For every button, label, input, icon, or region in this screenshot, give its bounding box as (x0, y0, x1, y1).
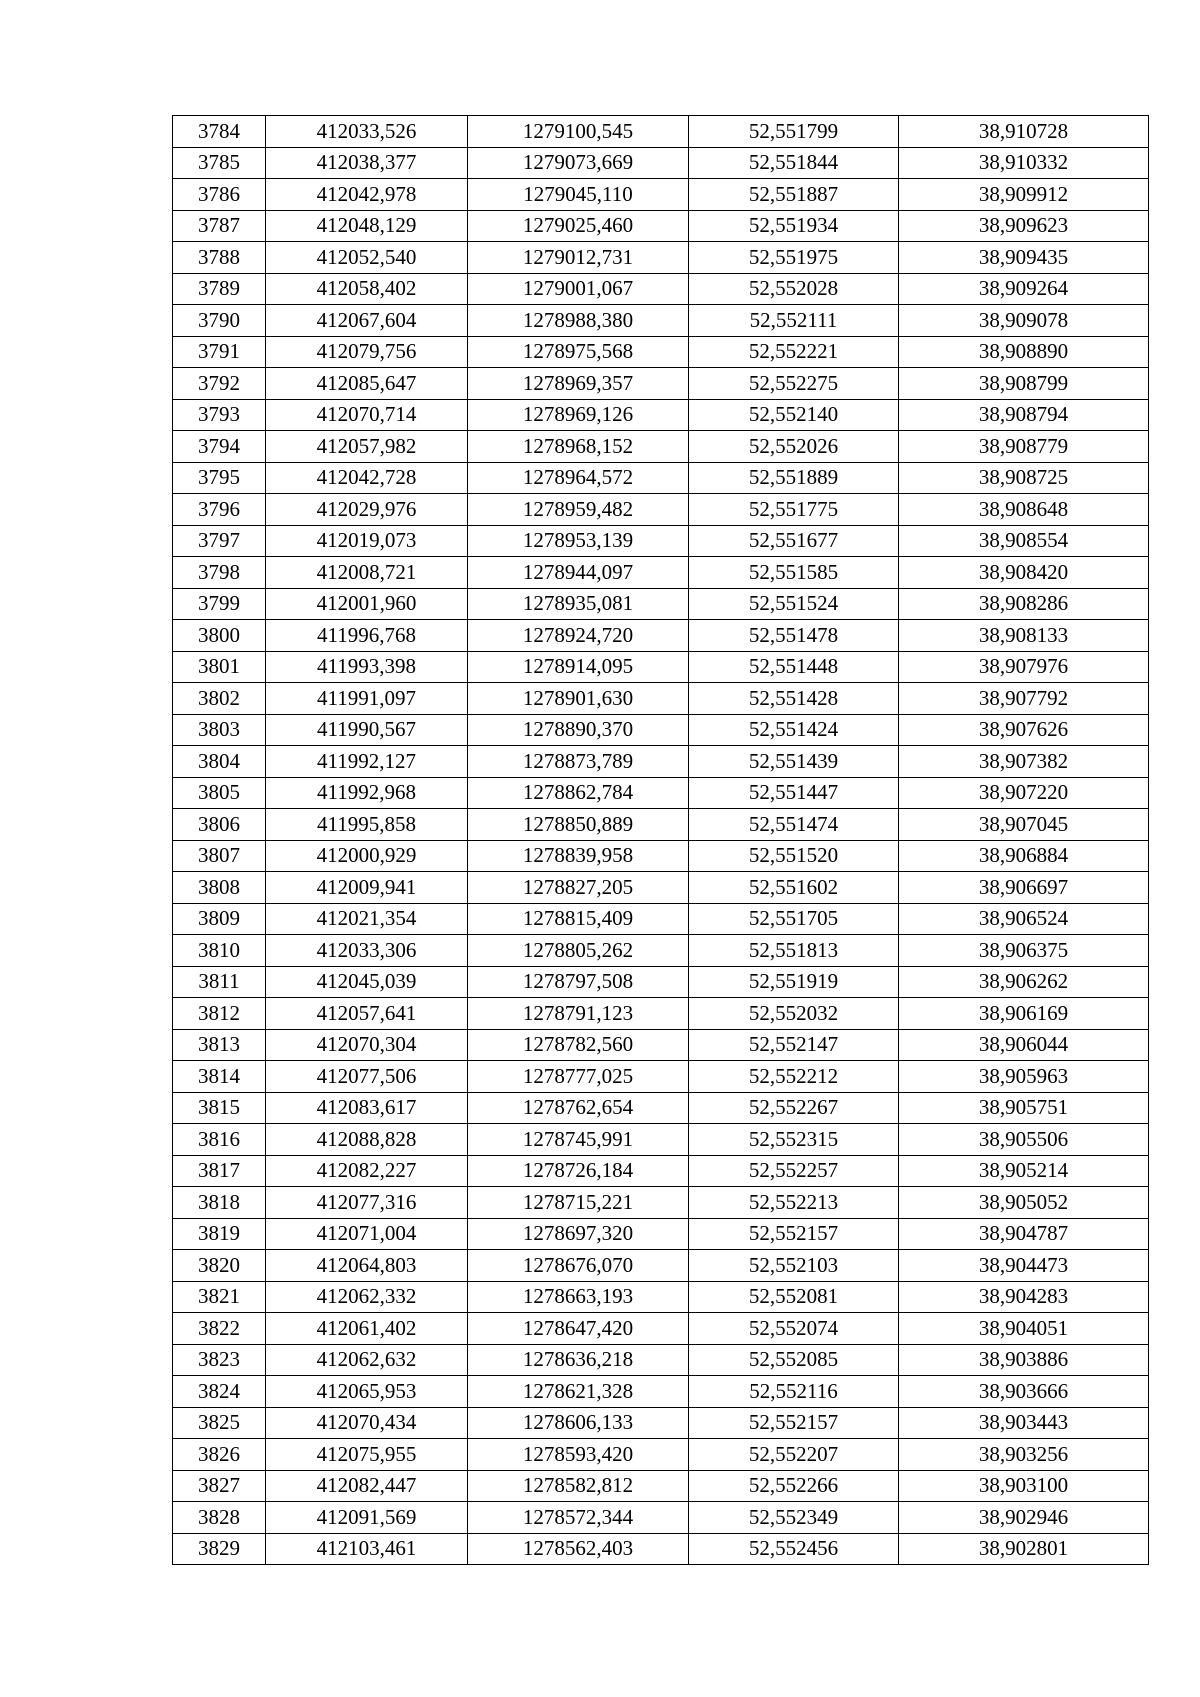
x-coordinate-cell: 412000,929 (266, 840, 468, 872)
y-coordinate-cell: 1279100,545 (468, 116, 689, 148)
latitude-cell: 52,552085 (689, 1344, 899, 1376)
coordinates-table-body (173, 116, 1149, 1565)
point-number-cell: 3807 (173, 840, 266, 872)
table-row (173, 1533, 1149, 1565)
table-row (173, 1250, 1149, 1282)
latitude-cell: 52,551705 (689, 903, 899, 935)
point-number-cell: 3798 (173, 557, 266, 589)
point-number-cell: 3789 (173, 273, 266, 305)
x-coordinate-cell: 412062,632 (266, 1344, 468, 1376)
table-row (173, 1502, 1149, 1534)
x-coordinate-cell: 412048,129 (266, 210, 468, 242)
table-row (173, 147, 1149, 179)
longitude-cell: 38,909912 (899, 179, 1149, 211)
y-coordinate-cell: 1278777,025 (468, 1061, 689, 1093)
x-coordinate-cell: 412077,506 (266, 1061, 468, 1093)
x-coordinate-cell: 412067,604 (266, 305, 468, 337)
point-number-cell: 3818 (173, 1187, 266, 1219)
point-number-cell: 3809 (173, 903, 266, 935)
point-number-cell: 3828 (173, 1502, 266, 1534)
longitude-cell: 38,906884 (899, 840, 1149, 872)
table-row (173, 1281, 1149, 1313)
point-number-cell: 3792 (173, 368, 266, 400)
point-number-cell: 3793 (173, 399, 266, 431)
latitude-cell: 52,551813 (689, 935, 899, 967)
x-coordinate-cell: 412052,540 (266, 242, 468, 274)
y-coordinate-cell: 1278975,568 (468, 336, 689, 368)
point-number-cell: 3784 (173, 116, 266, 148)
x-coordinate-cell: 412085,647 (266, 368, 468, 400)
longitude-cell: 38,908648 (899, 494, 1149, 526)
y-coordinate-cell: 1279073,669 (468, 147, 689, 179)
point-number-cell: 3796 (173, 494, 266, 526)
point-number-cell: 3823 (173, 1344, 266, 1376)
y-coordinate-cell: 1279001,067 (468, 273, 689, 305)
latitude-cell: 52,551602 (689, 872, 899, 904)
point-number-cell: 3813 (173, 1029, 266, 1061)
longitude-cell: 38,903886 (899, 1344, 1149, 1376)
latitude-cell: 52,552267 (689, 1092, 899, 1124)
x-coordinate-cell: 412070,714 (266, 399, 468, 431)
coordinates-table (172, 115, 1149, 1565)
table-row (173, 557, 1149, 589)
latitude-cell: 52,552111 (689, 305, 899, 337)
y-coordinate-cell: 1278715,221 (468, 1187, 689, 1219)
x-coordinate-cell: 412033,306 (266, 935, 468, 967)
longitude-cell: 38,905052 (899, 1187, 1149, 1219)
x-coordinate-cell: 412038,377 (266, 147, 468, 179)
latitude-cell: 52,552081 (689, 1281, 899, 1313)
x-coordinate-cell: 412061,402 (266, 1313, 468, 1345)
point-number-cell: 3790 (173, 305, 266, 337)
x-coordinate-cell: 412082,447 (266, 1470, 468, 1502)
x-coordinate-cell: 412103,461 (266, 1533, 468, 1565)
y-coordinate-cell: 1278606,133 (468, 1407, 689, 1439)
x-coordinate-cell: 412070,434 (266, 1407, 468, 1439)
table-row (173, 399, 1149, 431)
x-coordinate-cell: 411995,858 (266, 809, 468, 841)
table-row (173, 777, 1149, 809)
point-number-cell: 3805 (173, 777, 266, 809)
y-coordinate-cell: 1278815,409 (468, 903, 689, 935)
y-coordinate-cell: 1278969,126 (468, 399, 689, 431)
y-coordinate-cell: 1278850,889 (468, 809, 689, 841)
y-coordinate-cell: 1278621,328 (468, 1376, 689, 1408)
latitude-cell: 52,552257 (689, 1155, 899, 1187)
latitude-cell: 52,552221 (689, 336, 899, 368)
point-number-cell: 3795 (173, 462, 266, 494)
point-number-cell: 3829 (173, 1533, 266, 1565)
table-row (173, 998, 1149, 1030)
table-row (173, 1092, 1149, 1124)
longitude-cell: 38,909623 (899, 210, 1149, 242)
latitude-cell: 52,552026 (689, 431, 899, 463)
y-coordinate-cell: 1278805,262 (468, 935, 689, 967)
longitude-cell: 38,908420 (899, 557, 1149, 589)
latitude-cell: 52,551524 (689, 588, 899, 620)
latitude-cell: 52,552275 (689, 368, 899, 400)
y-coordinate-cell: 1279045,110 (468, 179, 689, 211)
point-number-cell: 3814 (173, 1061, 266, 1093)
point-number-cell: 3791 (173, 336, 266, 368)
table-row (173, 714, 1149, 746)
longitude-cell: 38,906262 (899, 966, 1149, 998)
table-row (173, 935, 1149, 967)
longitude-cell: 38,905506 (899, 1124, 1149, 1156)
longitude-cell: 38,905751 (899, 1092, 1149, 1124)
latitude-cell: 52,551775 (689, 494, 899, 526)
table-row (173, 746, 1149, 778)
table-row (173, 840, 1149, 872)
latitude-cell: 52,552103 (689, 1250, 899, 1282)
point-number-cell: 3816 (173, 1124, 266, 1156)
longitude-cell: 38,907220 (899, 777, 1149, 809)
x-coordinate-cell: 411993,398 (266, 651, 468, 683)
y-coordinate-cell: 1278782,560 (468, 1029, 689, 1061)
x-coordinate-cell: 412045,039 (266, 966, 468, 998)
longitude-cell: 38,908133 (899, 620, 1149, 652)
longitude-cell: 38,906375 (899, 935, 1149, 967)
point-number-cell: 3817 (173, 1155, 266, 1187)
longitude-cell: 38,904473 (899, 1250, 1149, 1282)
point-number-cell: 3810 (173, 935, 266, 967)
point-number-cell: 3821 (173, 1281, 266, 1313)
latitude-cell: 52,552074 (689, 1313, 899, 1345)
y-coordinate-cell: 1278862,784 (468, 777, 689, 809)
latitude-cell: 52,551975 (689, 242, 899, 274)
x-coordinate-cell: 412079,756 (266, 336, 468, 368)
table-row (173, 966, 1149, 998)
table-row (173, 872, 1149, 904)
table-row (173, 525, 1149, 557)
table-row (173, 1155, 1149, 1187)
point-number-cell: 3802 (173, 683, 266, 715)
longitude-cell: 38,904283 (899, 1281, 1149, 1313)
longitude-cell: 38,910332 (899, 147, 1149, 179)
latitude-cell: 52,551889 (689, 462, 899, 494)
latitude-cell: 52,551934 (689, 210, 899, 242)
y-coordinate-cell: 1278572,344 (468, 1502, 689, 1534)
latitude-cell: 52,552028 (689, 273, 899, 305)
latitude-cell: 52,552213 (689, 1187, 899, 1219)
point-number-cell: 3825 (173, 1407, 266, 1439)
y-coordinate-cell: 1278839,958 (468, 840, 689, 872)
table-row (173, 651, 1149, 683)
table-row (173, 462, 1149, 494)
x-coordinate-cell: 411992,127 (266, 746, 468, 778)
longitude-cell: 38,905963 (899, 1061, 1149, 1093)
y-coordinate-cell: 1278914,095 (468, 651, 689, 683)
longitude-cell: 38,905214 (899, 1155, 1149, 1187)
y-coordinate-cell: 1278968,152 (468, 431, 689, 463)
y-coordinate-cell: 1278959,482 (468, 494, 689, 526)
table-row (173, 368, 1149, 400)
longitude-cell: 38,902801 (899, 1533, 1149, 1565)
table-row (173, 903, 1149, 935)
y-coordinate-cell: 1278663,193 (468, 1281, 689, 1313)
point-number-cell: 3786 (173, 179, 266, 211)
point-number-cell: 3811 (173, 966, 266, 998)
latitude-cell: 52,551799 (689, 116, 899, 148)
latitude-cell: 52,552212 (689, 1061, 899, 1093)
table-row (173, 1439, 1149, 1471)
longitude-cell: 38,908890 (899, 336, 1149, 368)
longitude-cell: 38,904051 (899, 1313, 1149, 1345)
table-row (173, 1124, 1149, 1156)
y-coordinate-cell: 1278636,218 (468, 1344, 689, 1376)
table-row (173, 588, 1149, 620)
x-coordinate-cell: 412033,526 (266, 116, 468, 148)
point-number-cell: 3806 (173, 809, 266, 841)
longitude-cell: 38,907626 (899, 714, 1149, 746)
table-row (173, 273, 1149, 305)
point-number-cell: 3824 (173, 1376, 266, 1408)
y-coordinate-cell: 1278873,789 (468, 746, 689, 778)
longitude-cell: 38,907045 (899, 809, 1149, 841)
table-row (173, 494, 1149, 526)
latitude-cell: 52,552349 (689, 1502, 899, 1534)
latitude-cell: 52,552157 (689, 1407, 899, 1439)
longitude-cell: 38,906524 (899, 903, 1149, 935)
point-number-cell: 3820 (173, 1250, 266, 1282)
y-coordinate-cell: 1278562,403 (468, 1533, 689, 1565)
y-coordinate-cell: 1278745,991 (468, 1124, 689, 1156)
point-number-cell: 3827 (173, 1470, 266, 1502)
latitude-cell: 52,552116 (689, 1376, 899, 1408)
latitude-cell: 52,552315 (689, 1124, 899, 1156)
x-coordinate-cell: 412009,941 (266, 872, 468, 904)
latitude-cell: 52,552147 (689, 1029, 899, 1061)
longitude-cell: 38,908286 (899, 588, 1149, 620)
longitude-cell: 38,908725 (899, 462, 1149, 494)
table-row (173, 1376, 1149, 1408)
point-number-cell: 3812 (173, 998, 266, 1030)
longitude-cell: 38,909078 (899, 305, 1149, 337)
x-coordinate-cell: 412075,955 (266, 1439, 468, 1471)
y-coordinate-cell: 1278901,630 (468, 683, 689, 715)
longitude-cell: 38,907382 (899, 746, 1149, 778)
longitude-cell: 38,908794 (899, 399, 1149, 431)
table-row (173, 336, 1149, 368)
longitude-cell: 38,909264 (899, 273, 1149, 305)
point-number-cell: 3822 (173, 1313, 266, 1345)
point-number-cell: 3801 (173, 651, 266, 683)
x-coordinate-cell: 412062,332 (266, 1281, 468, 1313)
y-coordinate-cell: 1278935,081 (468, 588, 689, 620)
latitude-cell: 52,551478 (689, 620, 899, 652)
latitude-cell: 52,551474 (689, 809, 899, 841)
y-coordinate-cell: 1278827,205 (468, 872, 689, 904)
y-coordinate-cell: 1279012,731 (468, 242, 689, 274)
x-coordinate-cell: 412019,073 (266, 525, 468, 557)
x-coordinate-cell: 412029,976 (266, 494, 468, 526)
point-number-cell: 3797 (173, 525, 266, 557)
latitude-cell: 52,551428 (689, 683, 899, 715)
y-coordinate-cell: 1278647,420 (468, 1313, 689, 1345)
y-coordinate-cell: 1278676,070 (468, 1250, 689, 1282)
longitude-cell: 38,902946 (899, 1502, 1149, 1534)
latitude-cell: 52,551887 (689, 179, 899, 211)
table-row (173, 179, 1149, 211)
point-number-cell: 3826 (173, 1439, 266, 1471)
longitude-cell: 38,903443 (899, 1407, 1149, 1439)
x-coordinate-cell: 412064,803 (266, 1250, 468, 1282)
point-number-cell: 3785 (173, 147, 266, 179)
latitude-cell: 52,551424 (689, 714, 899, 746)
y-coordinate-cell: 1278944,097 (468, 557, 689, 589)
table-row (173, 1061, 1149, 1093)
x-coordinate-cell: 412058,402 (266, 273, 468, 305)
latitude-cell: 52,552266 (689, 1470, 899, 1502)
table-row (173, 242, 1149, 274)
x-coordinate-cell: 412065,953 (266, 1376, 468, 1408)
longitude-cell: 38,906169 (899, 998, 1149, 1030)
latitude-cell: 52,552032 (689, 998, 899, 1030)
longitude-cell: 38,908779 (899, 431, 1149, 463)
table-row (173, 809, 1149, 841)
latitude-cell: 52,551439 (689, 746, 899, 778)
x-coordinate-cell: 412091,569 (266, 1502, 468, 1534)
latitude-cell: 52,552456 (689, 1533, 899, 1565)
table-row (173, 305, 1149, 337)
table-row (173, 1313, 1149, 1345)
x-coordinate-cell: 411991,097 (266, 683, 468, 715)
x-coordinate-cell: 412008,721 (266, 557, 468, 589)
y-coordinate-cell: 1278726,184 (468, 1155, 689, 1187)
x-coordinate-cell: 412057,982 (266, 431, 468, 463)
longitude-cell: 38,903256 (899, 1439, 1149, 1471)
point-number-cell: 3819 (173, 1218, 266, 1250)
table-row (173, 210, 1149, 242)
x-coordinate-cell: 412057,641 (266, 998, 468, 1030)
y-coordinate-cell: 1278762,654 (468, 1092, 689, 1124)
table-row (173, 1029, 1149, 1061)
table-row (173, 431, 1149, 463)
x-coordinate-cell: 411992,968 (266, 777, 468, 809)
longitude-cell: 38,907976 (899, 651, 1149, 683)
point-number-cell: 3788 (173, 242, 266, 274)
table-row (173, 1470, 1149, 1502)
table-row (173, 1187, 1149, 1219)
longitude-cell: 38,909435 (899, 242, 1149, 274)
y-coordinate-cell: 1278988,380 (468, 305, 689, 337)
y-coordinate-cell: 1278582,812 (468, 1470, 689, 1502)
longitude-cell: 38,906044 (899, 1029, 1149, 1061)
latitude-cell: 52,551520 (689, 840, 899, 872)
latitude-cell: 52,551919 (689, 966, 899, 998)
latitude-cell: 52,551677 (689, 525, 899, 557)
latitude-cell: 52,552157 (689, 1218, 899, 1250)
longitude-cell: 38,904787 (899, 1218, 1149, 1250)
x-coordinate-cell: 411990,567 (266, 714, 468, 746)
longitude-cell: 38,903100 (899, 1470, 1149, 1502)
x-coordinate-cell: 412001,960 (266, 588, 468, 620)
x-coordinate-cell: 411996,768 (266, 620, 468, 652)
table-row (173, 116, 1149, 148)
y-coordinate-cell: 1278953,139 (468, 525, 689, 557)
latitude-cell: 52,552207 (689, 1439, 899, 1471)
point-number-cell: 3815 (173, 1092, 266, 1124)
point-number-cell: 3787 (173, 210, 266, 242)
point-number-cell: 3803 (173, 714, 266, 746)
longitude-cell: 38,910728 (899, 116, 1149, 148)
y-coordinate-cell: 1278791,123 (468, 998, 689, 1030)
y-coordinate-cell: 1278697,320 (468, 1218, 689, 1250)
latitude-cell: 52,551448 (689, 651, 899, 683)
point-number-cell: 3799 (173, 588, 266, 620)
y-coordinate-cell: 1278797,508 (468, 966, 689, 998)
table-row (173, 683, 1149, 715)
latitude-cell: 52,551585 (689, 557, 899, 589)
y-coordinate-cell: 1278969,357 (468, 368, 689, 400)
latitude-cell: 52,551844 (689, 147, 899, 179)
latitude-cell: 52,551447 (689, 777, 899, 809)
y-coordinate-cell: 1278924,720 (468, 620, 689, 652)
y-coordinate-cell: 1278593,420 (468, 1439, 689, 1471)
point-number-cell: 3808 (173, 872, 266, 904)
longitude-cell: 38,908799 (899, 368, 1149, 400)
table-row (173, 1218, 1149, 1250)
x-coordinate-cell: 412042,978 (266, 179, 468, 211)
longitude-cell: 38,908554 (899, 525, 1149, 557)
x-coordinate-cell: 412070,304 (266, 1029, 468, 1061)
longitude-cell: 38,907792 (899, 683, 1149, 715)
longitude-cell: 38,906697 (899, 872, 1149, 904)
point-number-cell: 3804 (173, 746, 266, 778)
y-coordinate-cell: 1279025,460 (468, 210, 689, 242)
table-row (173, 620, 1149, 652)
x-coordinate-cell: 412077,316 (266, 1187, 468, 1219)
point-number-cell: 3800 (173, 620, 266, 652)
x-coordinate-cell: 412071,004 (266, 1218, 468, 1250)
x-coordinate-cell: 412021,354 (266, 903, 468, 935)
longitude-cell: 38,903666 (899, 1376, 1149, 1408)
y-coordinate-cell: 1278890,370 (468, 714, 689, 746)
latitude-cell: 52,552140 (689, 399, 899, 431)
x-coordinate-cell: 412042,728 (266, 462, 468, 494)
x-coordinate-cell: 412082,227 (266, 1155, 468, 1187)
x-coordinate-cell: 412083,617 (266, 1092, 468, 1124)
table-row (173, 1344, 1149, 1376)
point-number-cell: 3794 (173, 431, 266, 463)
x-coordinate-cell: 412088,828 (266, 1124, 468, 1156)
table-row (173, 1407, 1149, 1439)
y-coordinate-cell: 1278964,572 (468, 462, 689, 494)
